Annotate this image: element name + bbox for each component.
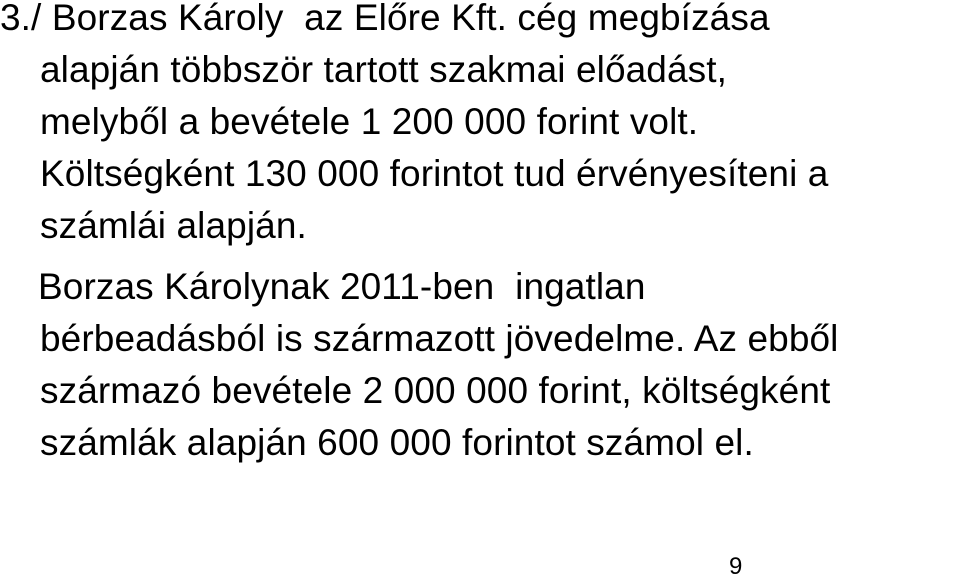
task-text-line: származó bevétele 2 000 000 forint, költségként	[40, 370, 831, 411]
task-text-line: számlák alapján 600 000 forintot számol el.	[40, 422, 754, 463]
task-text-line: melyből a bevétele 1 200 000 forint volt.	[40, 101, 699, 142]
task-text-line: számlái alapján.	[40, 205, 307, 246]
task-text-line: 3./ Borzas Károly az Előre Kft. cég megbízása	[0, 0, 770, 38]
task-text-line: Költségként 130 000 forintot tud érvényesíteni a	[40, 153, 829, 194]
task-text-line: Borzas Károlynak 2011-ben ingatlan	[38, 266, 646, 307]
task-text-line: alapján többször tartott szakmai előadást,	[40, 49, 728, 90]
page-number: 9	[729, 553, 743, 580]
task-text-line: bérbeadásból is származott jövedelme. Az ebből	[40, 318, 839, 359]
